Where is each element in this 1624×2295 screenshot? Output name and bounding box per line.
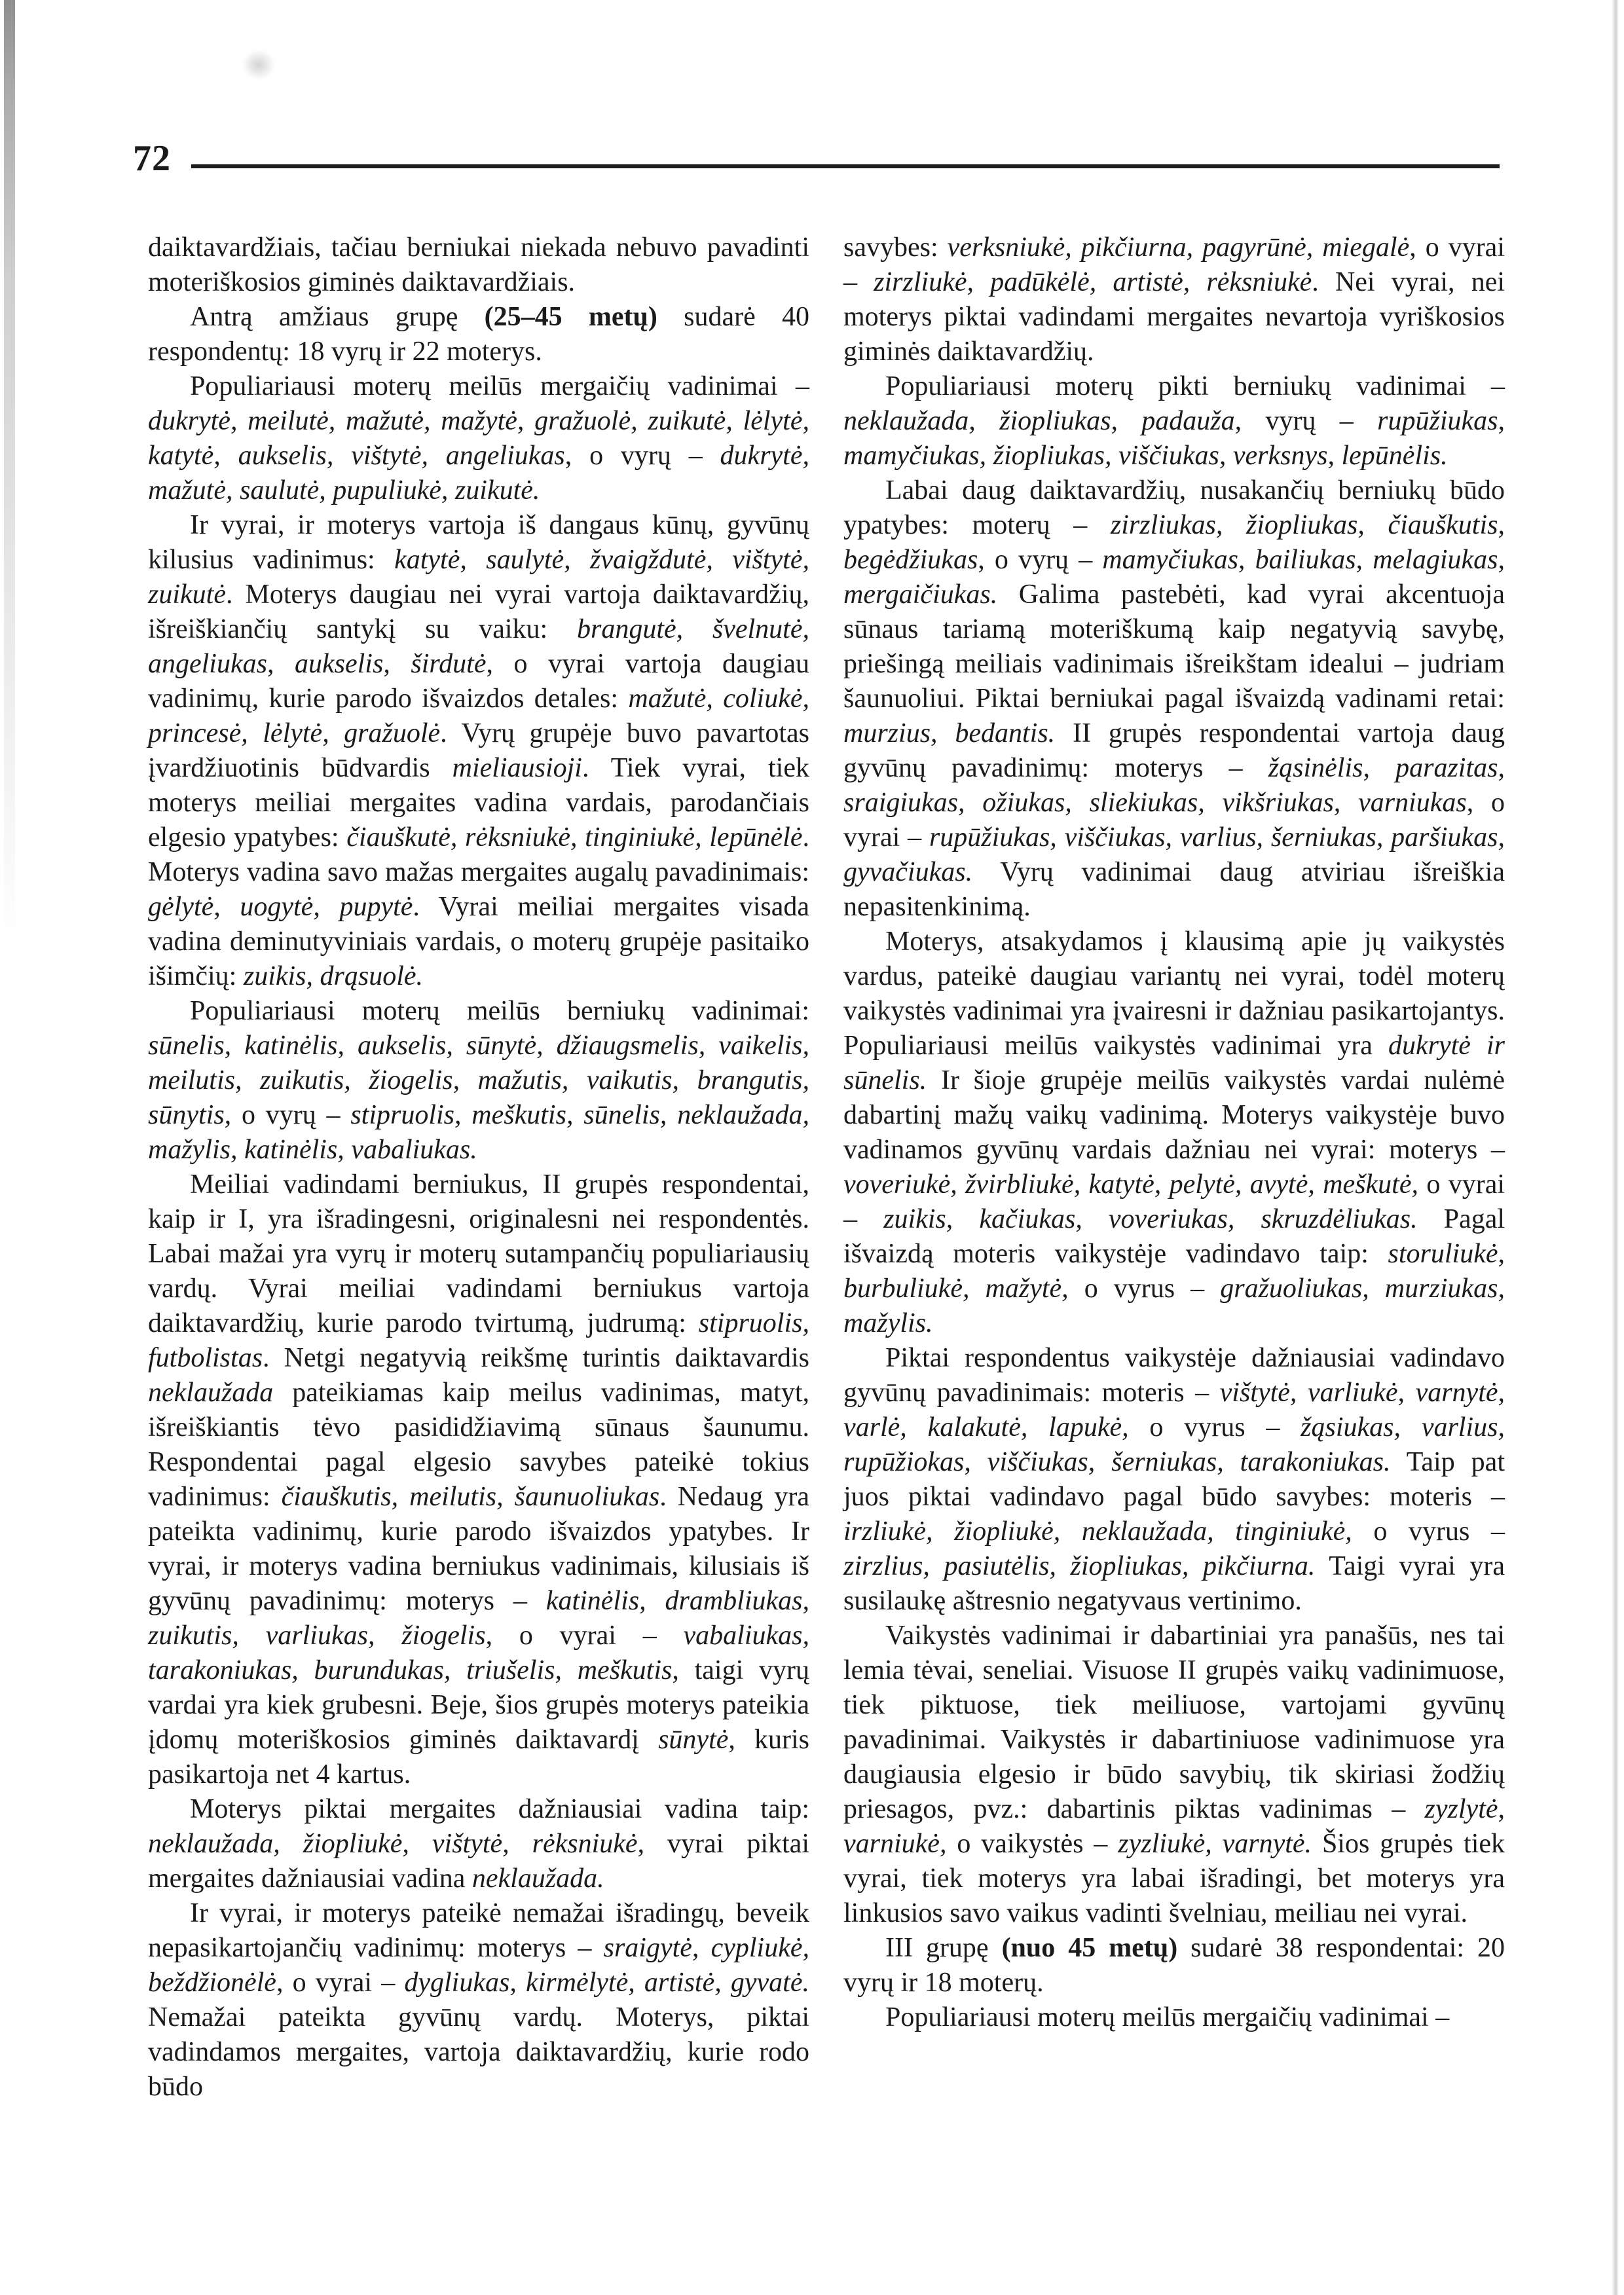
text-run: mažutė, coliukė, princesė, lėlytė, gražuolė (148, 684, 810, 748)
text-run: o vyrai – (843, 1169, 1505, 1234)
text-run: pateikiamas kaip meilus vadinimas, matyt, išreiškiantis tėvo pasididžiavimą sūnaus šaunumu. Respondentai pagal elgesio savybes pateikė tokius vadinimus: (148, 1378, 809, 1512)
paragraph (148, 230, 809, 300)
text-run: Pagal išvaizdą moteris vaikystėje vadindavo taip: (843, 1204, 1505, 1269)
text-run: žąsiukas, varlius, rupūžiokas, viščiukas, šerniukas, tarakoniukas. (843, 1412, 1505, 1477)
text-run: voveriukė, žvirbliukė, katytė, pelytė, avytė, meškutė, (843, 1169, 1418, 1200)
text-run: sraigytė, cypliukė, beždžionėlė (148, 1933, 809, 1998)
text-run: , o vyrai – (843, 232, 1505, 297)
page-number: 72 (133, 138, 171, 179)
paragraph (843, 1341, 1505, 1619)
text-run: o vaikystės – (946, 1829, 1118, 1859)
text-run: verksniukė, pikčiurna, pagyrūnė, miegalė (947, 232, 1410, 263)
header-rule (191, 164, 1500, 168)
text-run: Antrą amžiaus grupę (190, 302, 485, 332)
text-run: katinėlis, drambliukas, zuikutis, varliukas, žiogelis (148, 1586, 809, 1651)
text-run: Taigi vyrai yra susilaukę aštresnio negatyvaus vertinimo. (843, 1551, 1505, 1616)
scan-edge-line-right (1612, 0, 1617, 2295)
text-run: neklaužada. (471, 1864, 604, 1894)
text-run: dukrytė ir sūnelis. (843, 1031, 1505, 1095)
text-run: Piktai respondentus vaikystėje dažniausiai vadindavo gyvūnų pavadinimais: moteris – (843, 1343, 1505, 1408)
text-run: Populiariausi moterų meilūs mergaičių vadinimai – (190, 371, 809, 401)
text-run: savybes: (843, 232, 948, 263)
text-run: zirzlius, pasiutėlis, žiopliukas, pikčiurna. (843, 1551, 1316, 1581)
scan-smudge (242, 50, 275, 80)
text-run: sūnelis, katinėlis, aukselis, sūnytė, džiaugsmelis, vaikelis, meilutis, zuikutis, žiogelis, mažutis, vaikutis, brangutis, sūnytis, (148, 1031, 809, 1130)
paragraph (148, 1896, 809, 2104)
text-run: zyzliukė, varnytė. (1118, 1829, 1312, 1859)
text-run: Šios grupės tiek vyrai, tiek moterys yra labai išradingi, bet moterys yra linkusios savo vaikus vadinti švelniau, meiliau nei vyrai. (843, 1829, 1505, 1928)
text-run: , o vyrų – (564, 441, 720, 471)
text-run: zyzlytė, varniukė, (843, 1794, 1505, 1859)
text-run: . Netgi negatyvią reikšmę turintis daiktavardis (263, 1343, 809, 1373)
text-run: (25–45 metų) (484, 302, 657, 332)
text-run: sudarė 40 respondentų: 18 vyrų ir 22 moterys. (148, 302, 809, 367)
text-run: Nemažai pateikta gyvūnų vardų. Moterys, piktai vadindamos mergaites, vartoja daiktavardžių, kurie rodo būdo (148, 2002, 809, 2102)
text-run: . Vyrų grupėje buvo pavartotas įvardžiuotinis būdvardis (148, 718, 810, 783)
column-left (148, 230, 809, 2104)
text-run: gražuoliukas, murziukas, mažylis. (843, 1274, 1505, 1338)
text-run: Meiliai vadindami berniukus, II grupės respondentai, kaip ir I, yra išradingesni, originalesni nei respondentės. Labai mažai yra vyrų ir moterų sutampančių populiariausių vardų. Vyrai meiliai vadindami berniukus vartoja daiktavardžių, kurie parodo tvirtumą, judrumą: (148, 1169, 809, 1338)
text-run: Populiariausi moterų meilūs berniukų vadinimai: (190, 996, 809, 1026)
text-run: o vyrų – (231, 1100, 351, 1130)
text-run: zuikis, drąsuolė. (243, 961, 424, 991)
paragraph (843, 230, 1505, 369)
text-run: , vyrai piktai mergaites dažniausiai vadina (148, 1829, 809, 1894)
text-run: vabaliukas, tarakoniukas, burundukas, triušelis, meškutis (148, 1621, 809, 1685)
text-run: neklaužada, žiopliukė, vištytė, rėksniukė (148, 1829, 638, 1859)
text-run: , o vyrai – (485, 1621, 684, 1651)
text-run: o vyrus – (1068, 1274, 1221, 1304)
text-run: . Vyrai meiliai mergaites visada vadina deminutyviniais vardais, o moterų grupėje pasitaiko išimčių: (148, 892, 809, 991)
text-run: irzliukė, žiopliukė, neklaužada, tinginiukė, (843, 1516, 1352, 1547)
text-run: stipruolis, meškutis, sūnelis, neklaužada, mažylis, katinėlis, vabaliukas. (148, 1100, 809, 1165)
text-run: . Moterys vadina savo mažas mergaites augalų pavadinimais: (148, 822, 809, 887)
text-run: Vaikystės vadinimai ir dabartiniai yra panašūs, nes tai lemia tėvai, seneliai. Visuose II grupės vaikų vadinimuose, tiek piktuose, tiek meiliuose, vartojami gyvūnų pavadinimai. Vaikystės ir dabartiniuose vadinimuose yra daugiausia elgesio ir būdo savybių, tik skiriasi žodžių priesagos, pvz.: dabartinis piktas vadinimas – (843, 1621, 1505, 1824)
text-run: , o vyrai – (843, 788, 1505, 853)
paragraph (148, 1792, 809, 1896)
paragraph (148, 1167, 809, 1792)
text-run: Ir vyrai, ir moterys pateikė nemažai išradingų, beveik nepasikartojančių vadinimų: moterys – (148, 1898, 809, 1963)
text-run: storuliukė, burbuliukė, mažytė, (843, 1239, 1505, 1304)
paragraph (843, 2000, 1505, 2035)
paragraph (843, 1619, 1505, 1931)
text-run: , taigi vyrų vardai yra kiek grubesni. Beje, šios grupės moterys pateikia įdomų moteriškosios giminės daiktavardį (148, 1655, 809, 1755)
text-run: vyrų – (1242, 406, 1378, 436)
column-right (843, 230, 1505, 2035)
text-run: neklaužada, žiopliukas, padauža, (843, 406, 1242, 436)
text-run: mieliausioji (452, 753, 582, 783)
text-run: o vyrus – (1128, 1412, 1301, 1442)
text-run: . Nedaug yra pateikta vadinimų, kurie parodo išvaizdos ypatybes. Ir vyrai, ir moterys vadina berniukus vadinimais, kilusiais iš gyvūnų pavadinimų: moterys – (148, 1482, 809, 1616)
paragraph (843, 925, 1505, 1341)
text-run: Moterys, atsakydamos į klausimą apie jų vaikystės vardus, pateikė daugiau variantų nei vyrai, todėl moterų vaikystės vadinimai yra įvairesni ir dažniau pasikartojantys. Populiariausi meilūs vaikystės vadinimai yra (843, 927, 1505, 1061)
text-run: . Tiek vyrai, tiek moterys meiliai mergaites vadina vardais, parodančiais elgesio ypatybes: (148, 753, 809, 853)
text-run: sudarė 38 respondentai: 20 vyrų ir 18 moterų. (843, 1933, 1505, 1998)
text-run: neklaužada (148, 1378, 274, 1408)
text-run: stipruolis, futbolistas (148, 1308, 809, 1373)
paragraph (148, 994, 809, 1167)
text-run: III grupę (885, 1933, 1002, 1963)
text-run: čiauškutis, meilutis, šaunuoliukas (281, 1482, 660, 1512)
text-run: sūnytė (658, 1725, 729, 1755)
text-run: , kuris pasikartoja net 4 kartus. (148, 1725, 809, 1790)
text-run: . Nei vyrai, nei moterys piktai vadindami mergaites nevartoja vyriškosios giminės daiktavardžių. (843, 267, 1505, 367)
paragraph (148, 300, 809, 369)
text-run: gėlytė, uogytė, pupytė (148, 892, 413, 922)
text-run: čiauškutė, rėksniukė, tinginiukė, lepūnėlė (346, 822, 803, 853)
text-run: . Moterys daugiau nei vyrai vartoja daiktavardžių, išreiškiančių santykį su vaiku: (148, 579, 809, 644)
text-run: Populiariausi moterų meilūs mergaičių vadinimai – (885, 2002, 1450, 2032)
text-run: Populiariausi moterų pikti berniukų vadinimai – (885, 371, 1505, 401)
text-run: , o vyrai vartoja daugiau vadinimų, kurie parodo išvaizdos detales: (148, 649, 810, 714)
text-run: zirzliukė, padūkėlė, artistė, rėksniukė (874, 267, 1312, 297)
text-run: mamyčiukas, bailiukas, melagiukas, mergaičiukas. (843, 545, 1505, 610)
text-run: zirzliukas, žiopliukas, čiauškutis, begėdžiukas (843, 510, 1505, 575)
text-run: zuikis, kačiukas, voveriukas, skruzdėliukas. (883, 1204, 1418, 1234)
text-run: , o vyrai – (276, 1968, 405, 1998)
text-run: Taip pat juos piktai vadindavo pagal būdo savybes: moteris – (843, 1447, 1505, 1512)
text-run: dukrytė, mažutė, saulutė, pupuliukė, zuikutė. (148, 441, 809, 505)
text-run: dukrytė, meilutė, mažutė, mažytė, gražuolė, zuikutė, lėlytė, katytė, aukselis, vištytė, angeliukas (148, 406, 809, 471)
text-run: II grupės respondentai vartoja daug gyvūnų pavadinimų: moterys – (843, 718, 1505, 783)
scan-edge-shadow-left (4, 0, 15, 982)
text-run: katytė, saulytė, žvaigždutė, vištytė, zuikutė (148, 545, 809, 610)
text-run: Ir šioje grupėje meilūs vaikystės vardai nulėmė dabartinį mažų vaikų vadinimą. Moterys vaikystėje buvo vadinamos gyvūnų vardais dažniau nei vyrai: moterys – (843, 1065, 1505, 1165)
text-run: Vyrų vadinimai daug atviriau išreiškia nepasitenkinimą. (843, 857, 1505, 922)
paragraph (148, 369, 809, 508)
text-run: , o vyrų – (978, 545, 1103, 575)
text-run: žąsinėlis, parazitas, sraigiukas, ožiukas, sliekiukas, vikšriukas, varniukas (843, 753, 1505, 818)
paragraph (843, 369, 1505, 473)
paragraph (843, 1931, 1505, 2000)
text-run: Labai daug daiktavardžių, nusakančių berniukų būdo ypatybes: moterų – (843, 475, 1505, 540)
text-run: Galima pastebėti, kad vyrai akcentuoja sūnaus tariamą moteriškumą kaip negatyvią savybę, priešingą meiliais vadinimais išreikštam idealui – judriam šaunuoliui. Piktai berniukai pagal išvaizdą vadinami retai: (843, 579, 1505, 714)
text-run: daiktavardžiais, tačiau berniukai niekada nebuvo pavadinti moteriškosios giminės daiktavardžiais. (148, 232, 809, 297)
text-run: Ir vyrai, ir moterys vartoja iš dangaus kūnų, gyvūnų kilusius vadinimus: (148, 510, 809, 575)
text-run: (nuo 45 metų) (1001, 1933, 1178, 1963)
text-run: murzius, bedantis. (843, 718, 1056, 748)
text-run: o vyrus – (1352, 1516, 1505, 1547)
paragraph (148, 508, 809, 994)
text-run: rupūžiukas, viščiukas, varlius, šerniukas, paršiukas, gyvačiukas. (843, 822, 1505, 887)
text-run: Moterys piktai mergaites dažniausiai vadina taip: (190, 1794, 809, 1824)
text-run: brangutė, švelnutė, angeliukas, aukselis, širdutė (148, 614, 809, 679)
text-run: dygliukas, kirmėlytė, artistė, gyvatė. (404, 1968, 809, 1998)
paragraph (843, 473, 1505, 925)
text-run: vištytė, varliukė, varnytė, varlė, kalakutė, lapukė, (843, 1378, 1505, 1442)
text-run: rupūžiukas, mamyčiukas, žiopliukas, viščiukas, verksnys, lepūnėlis. (843, 406, 1505, 471)
